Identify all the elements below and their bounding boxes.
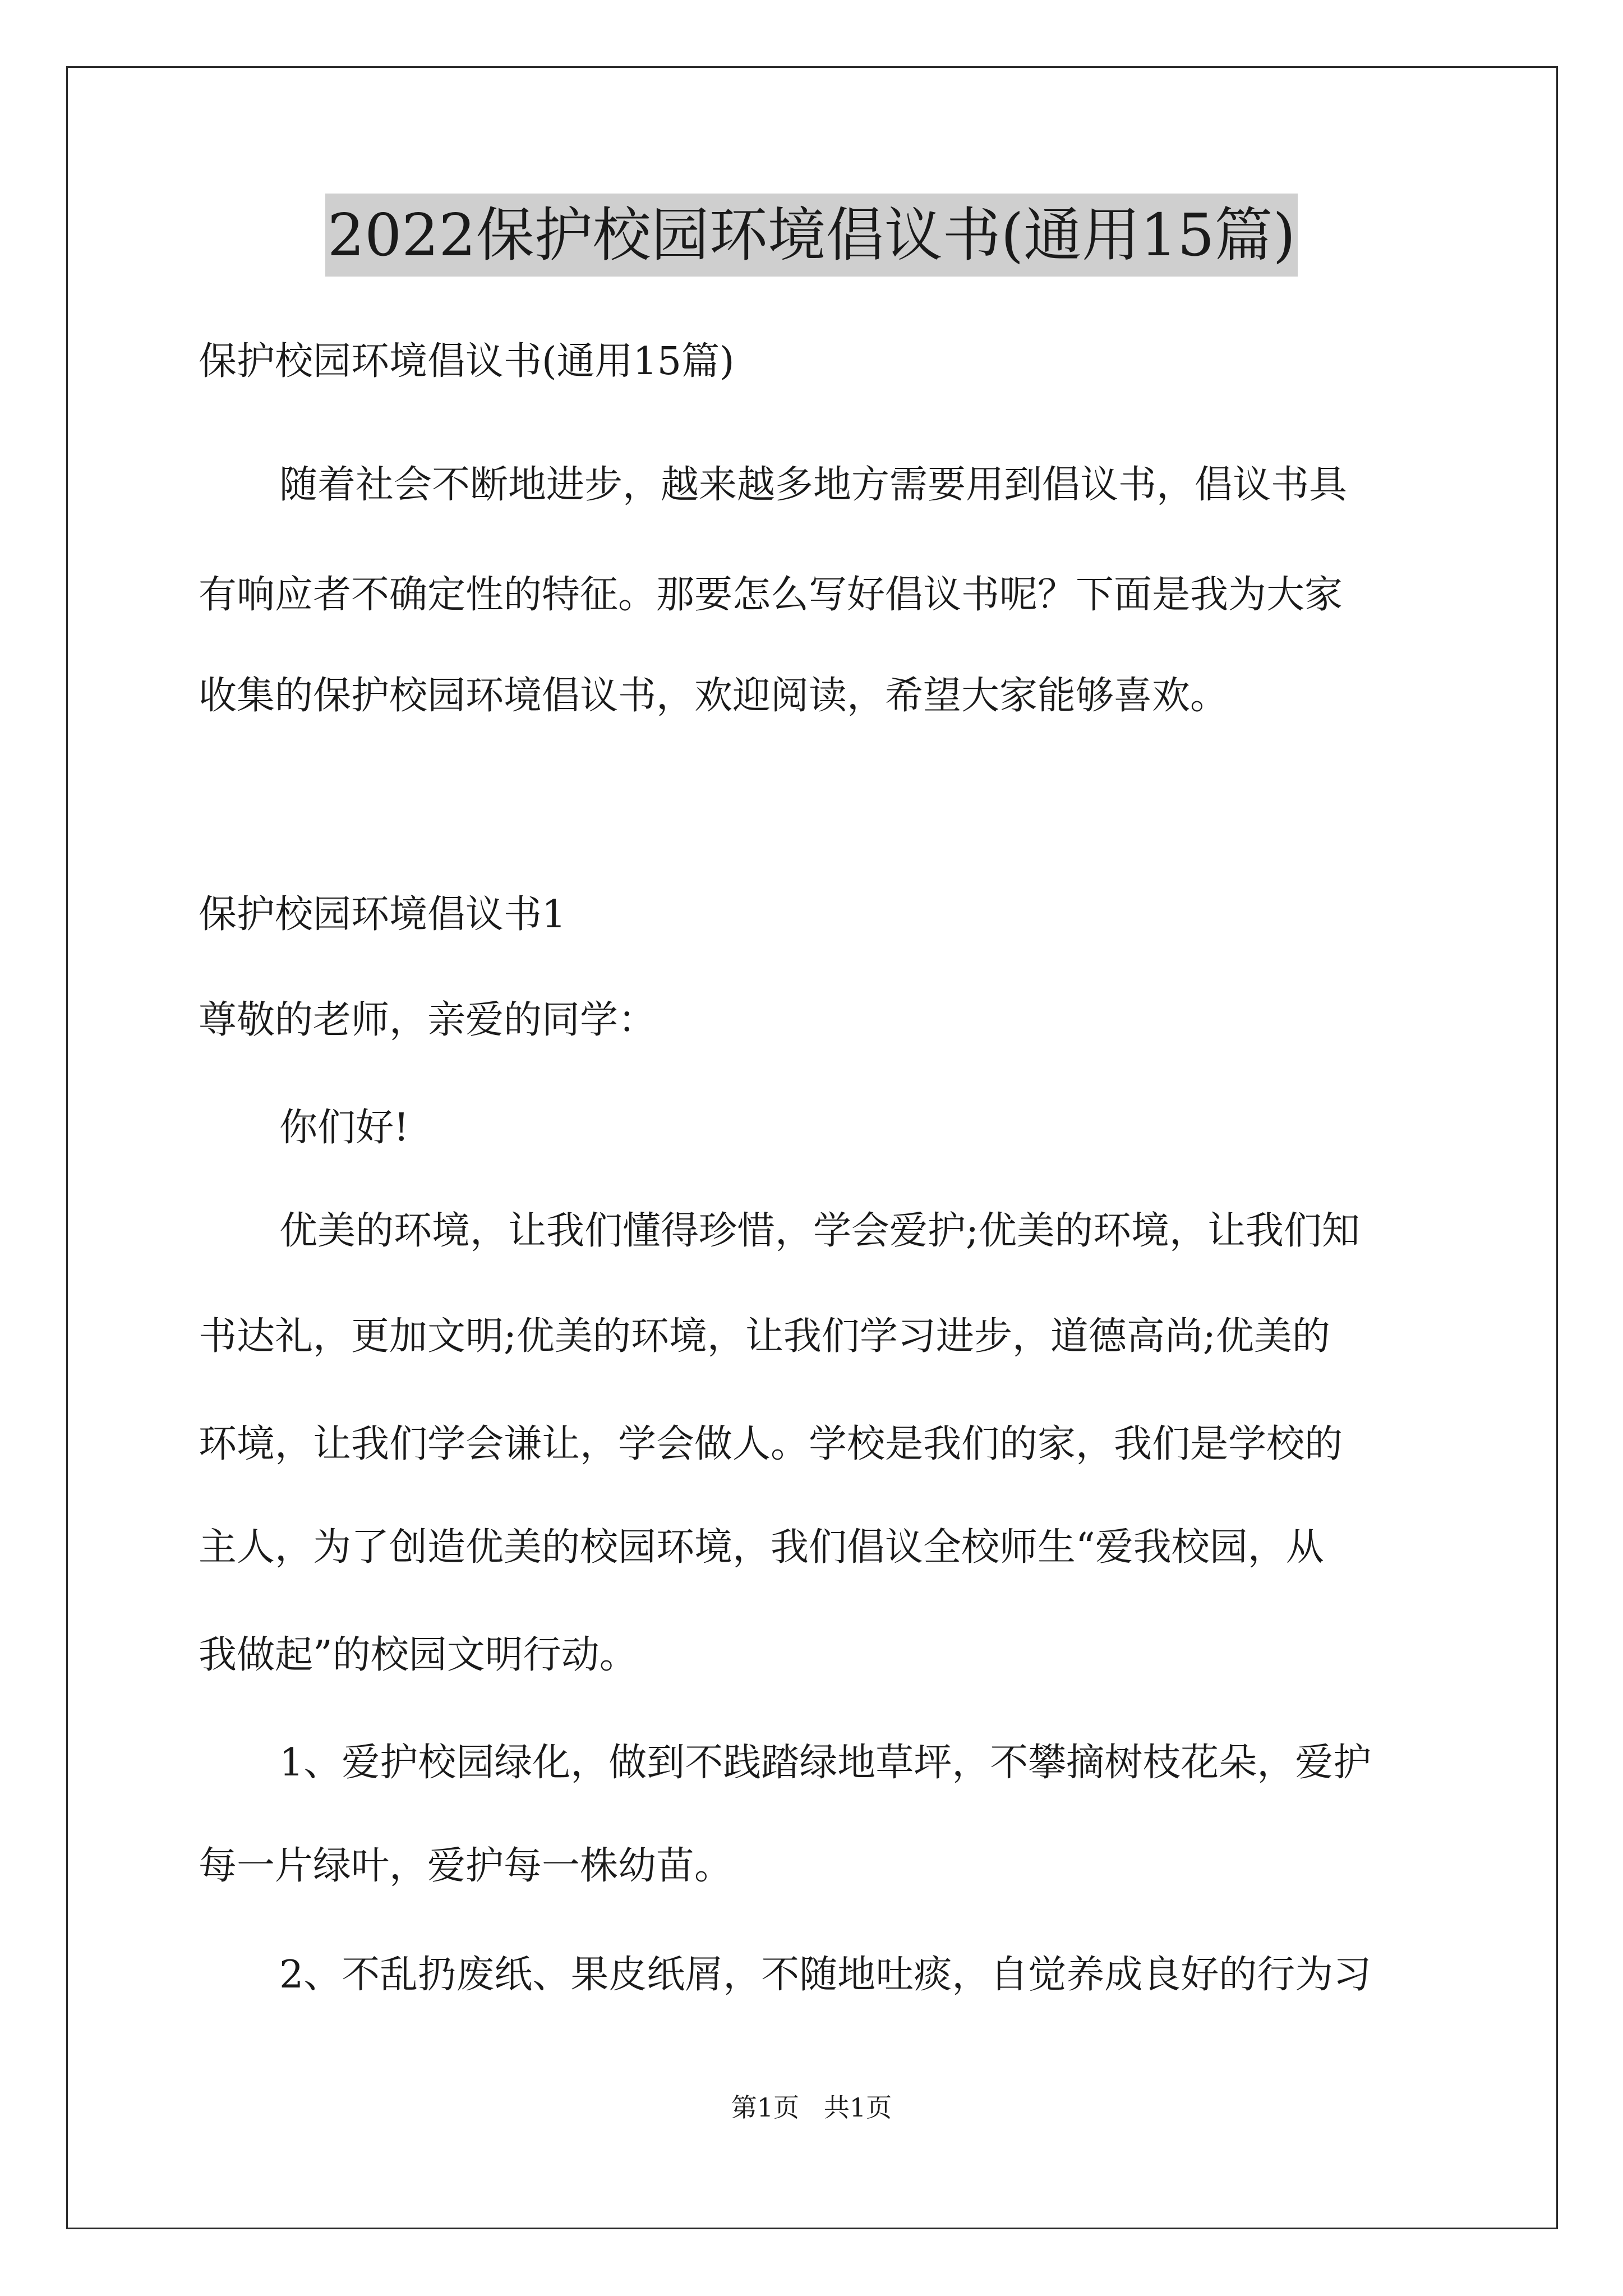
document-title: 2022保护校园环境倡议书(通用15篇) bbox=[325, 194, 1298, 277]
section-heading: 保护校园环境倡议书1 bbox=[199, 892, 566, 937]
item-1-line-2: 每一片绿叶，爱护每一株幼苗。 bbox=[199, 1844, 733, 1888]
body-line-2: 书达礼，更加文明;优美的环境，让我们学习进步，道德高尚;优美的 bbox=[199, 1314, 1330, 1359]
intro-line-3: 收集的保护校园环境倡议书，欢迎阅读，希望大家能够喜欢。 bbox=[199, 674, 1229, 718]
page-footer: 第1页 共1页 bbox=[731, 2092, 892, 2123]
item-2-line-1: 2、不乱扔废纸、果皮纸屑，不随地吐痰，自觉养成良好的行为习 bbox=[279, 1953, 1372, 1997]
intro-line-2: 有响应者不确定性的特征。那要怎么写好倡议书呢？下面是我为大家 bbox=[199, 573, 1343, 617]
item-1-line-1: 1、爱护校园绿化，做到不践踏绿地草坪，不攀摘树枝花朵，爱护 bbox=[279, 1741, 1372, 1785]
body-line-4: 主人，为了创造优美的校园环境，我们倡议全校师生“爱我校园，从 bbox=[199, 1525, 1324, 1570]
greeting: 你们好! bbox=[279, 1106, 409, 1150]
document-subtitle: 保护校园环境倡议书(通用15篇) bbox=[199, 339, 735, 384]
title-wrap bbox=[0, 194, 1623, 277]
intro-line-1: 随着社会不断地进步，越来越多地方需要用到倡议书，倡议书具 bbox=[279, 463, 1348, 507]
body-line-3: 环境，让我们学会谦让，学会做人。学校是我们的家，我们是学校的 bbox=[199, 1422, 1343, 1466]
body-line-5: 我做起”的校园文明行动。 bbox=[199, 1633, 638, 1677]
body-line-1: 优美的环境，让我们懂得珍惜，学会爱护;优美的环境，让我们知 bbox=[279, 1209, 1360, 1253]
salutation: 尊敬的老师，亲爱的同学： bbox=[199, 998, 657, 1042]
